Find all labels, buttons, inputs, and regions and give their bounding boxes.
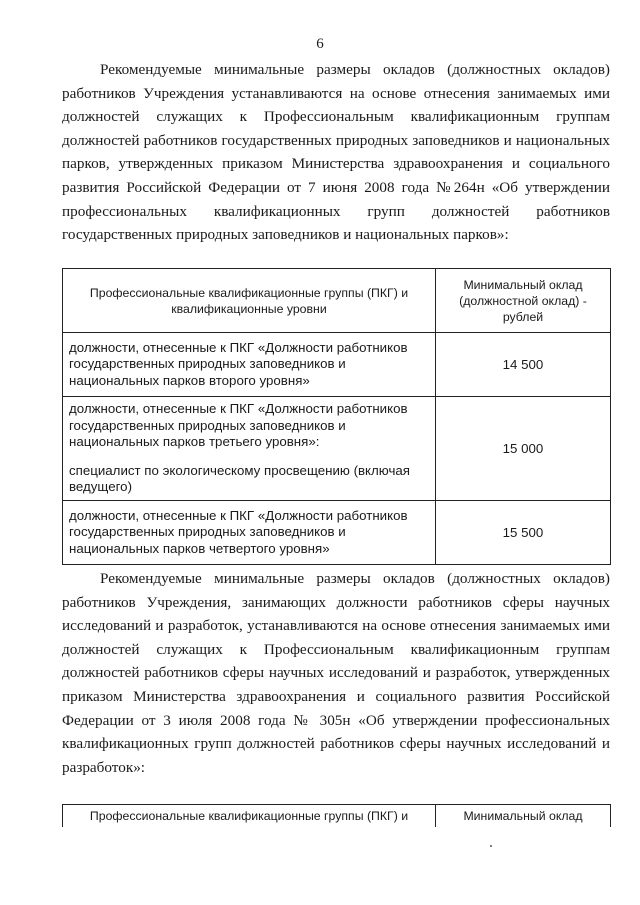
paragraph-line: работников Учреждения устанавливаются на основе отнесения занимаемых ими [62, 84, 610, 102]
intro-paragraph-1 [62, 58, 610, 247]
row-salary-value: 15 000 [436, 397, 611, 501]
paragraph-line: государственных природных заповедников и национальных парков»: [62, 226, 509, 244]
row-description: должности, отнесенные к ПКГ «Должности работников государственных природных заповедников и национальных парков второго уровня» [63, 333, 436, 397]
row-description-sub: специалист по экологическому просвещению (включая ведущего) [69, 462, 410, 495]
paragraph-line: приказом Министерства здравоохранения и социального развития Российской [62, 687, 610, 705]
table-header-row [63, 269, 611, 333]
row-salary-value: 15 500 [436, 501, 611, 565]
paragraph-line: Рекомендуемые минимальные размеры окладов (должностных окладов) [100, 570, 610, 587]
paragraph-line: должностей служащих к Профессиональным квалификационным группам [62, 108, 610, 126]
paragraph-line: должностей служащих к Профессиональным квалификационным группам [62, 640, 610, 658]
header-salary: Минимальный оклад [436, 805, 611, 827]
table-row [63, 397, 611, 501]
header-groups: Профессиональные квалификационные группы (ПКГ) и [63, 805, 436, 827]
intro-paragraph-2 [62, 567, 610, 779]
paragraph-line: должностей работников сферы научных исследований и разработок, утвержденных [62, 664, 610, 682]
paragraph-line: разработок»: [62, 758, 146, 776]
row-salary-value: 14 500 [436, 333, 611, 397]
salary-table-1 [62, 268, 611, 565]
paragraph-line: парков, утвержденных приказом Министерства здравоохранения и социального [62, 155, 610, 173]
scan-speck [490, 845, 492, 847]
table-row [63, 501, 611, 565]
table-row [63, 333, 611, 397]
table-header-row [63, 805, 611, 827]
row-description-main: должности, отнесенные к ПКГ «Должности работников государственных природных заповедников и национальных парков третьего уровня»: [69, 401, 408, 450]
header-groups: Профессиональные квалификационные группы (ПКГ) и квалификационные уровни [63, 269, 436, 333]
salary-table-2 [62, 804, 611, 827]
row-description [63, 397, 436, 501]
paragraph-line: Федерации от 3 июля 2008 года № 305н «Об утверждении профессиональных [62, 711, 610, 729]
header-salary: Минимальный оклад (должностной оклад) - рублей [436, 269, 611, 333]
page-number: 6 [316, 36, 324, 52]
paragraph-line: Рекомендуемые минимальные размеры окладов (должностных окладов) [100, 61, 610, 78]
paragraph-line: исследований и разработок, устанавливаются на основе отнесения занимаемых ими [62, 617, 610, 635]
paragraph-line: развития Российской Федерации от 7 июня 2008 года №264н «Об утверждении [62, 178, 610, 196]
paragraph-line: квалификационных групп должностей работников сферы научных исследований и [62, 735, 610, 753]
paragraph-line: профессиональных квалификационных групп должностей работников [62, 202, 610, 220]
paragraph-line: работников Учреждения, занимающих должности работников сферы научных [62, 593, 610, 611]
paragraph-line: должностей работников государственных природных заповедников и национальных [62, 131, 610, 149]
row-description: должности, отнесенные к ПКГ «Должности работников государственных природных заповедников и национальных парков четвертого уровня» [63, 501, 436, 565]
